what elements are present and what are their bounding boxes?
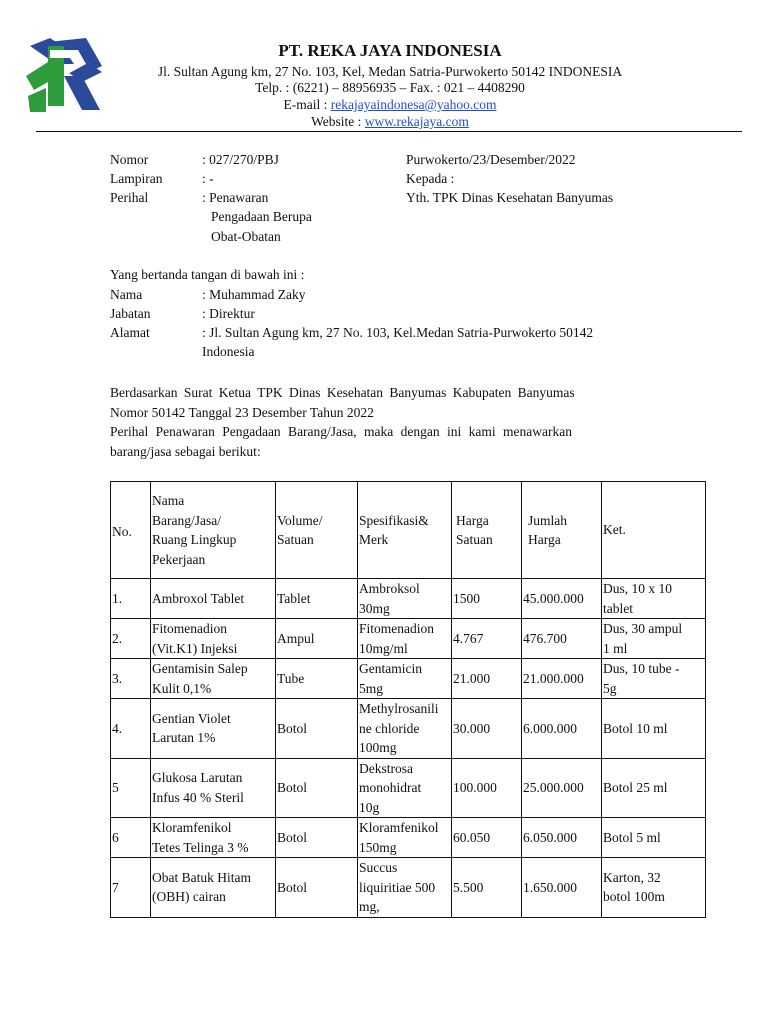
cell-ket: Botol 5 ml	[602, 818, 706, 858]
p2-line-2: barang/jasa sebagai berikut:	[110, 443, 261, 459]
cell-spesifikasi: Gentamicin 5mg	[358, 659, 452, 699]
email-link[interactable]: rekajayaindonesa@yahoo.com	[330, 97, 497, 112]
cell-ket: Botol 25 ml	[602, 758, 706, 818]
cell-nama: Obat Batuk Hitam (OBH) cairan	[151, 858, 276, 918]
cell-harga: 1500	[452, 579, 522, 619]
place-date: Purwokerto/23/Desember/2022	[406, 152, 576, 167]
lampiran-label: Lampiran	[110, 171, 163, 186]
cell-ket: Dus, 10 x 10 tablet	[602, 579, 706, 619]
cell-jumlah: 6.050.000	[522, 818, 602, 858]
cell-no: 5	[111, 758, 151, 818]
cell-volume: Botol	[276, 758, 358, 818]
cell-nama: Gentian Violet Larutan 1%	[151, 699, 276, 759]
cell-ket: Karton, 32 botol 100m	[602, 858, 706, 918]
website-link[interactable]: www.rekajaya.com	[364, 114, 469, 129]
table-row	[111, 818, 706, 858]
cell-volume: Tablet	[276, 579, 358, 619]
email-label: E-mail :	[283, 97, 331, 112]
alamat-value: : Jl. Sultan Agung km, 27 No. 103, Kel.Medan Satria-Purwokerto 50142	[202, 325, 594, 340]
col-header-ket: Ket.	[602, 482, 706, 579]
cell-spesifikasi: Dekstrosa monohidrat 10g	[358, 758, 452, 818]
col-header-nama: Nama Barang/Jasa/ Ruang Lingkup Pekerjaan	[151, 482, 276, 579]
cell-nama: Ambroxol Tablet	[151, 579, 276, 619]
body-paragraph-1	[110, 383, 658, 461]
table-row	[111, 619, 706, 659]
cell-nama: Glukosa Larutan Infus 40 % Steril	[151, 758, 276, 818]
nomor-value: : 027/270/PBJ	[202, 152, 279, 167]
header-divider	[36, 131, 742, 132]
nama-value: : Muhammad Zaky	[202, 287, 306, 302]
offer-table	[110, 481, 706, 918]
cell-harga: 100.000	[452, 758, 522, 818]
cell-spesifikasi: Kloramfenikol 150mg	[358, 818, 452, 858]
cell-volume: Ampul	[276, 619, 358, 659]
perihal-label: Perihal	[110, 190, 149, 205]
cell-nama: Fitomenadion (Vit.K1) Injeksi	[151, 619, 276, 659]
p1-line-1-text: Berdasarkan Surat Ketua TPK Dinas Kesehatan Banyumas Kabupaten Banyumas	[110, 385, 575, 400]
cell-volume: Botol	[276, 818, 358, 858]
jabatan-value: : Direktur	[202, 306, 255, 321]
table-row	[111, 758, 706, 818]
p1-line-1	[110, 383, 658, 403]
alamat-label: Alamat	[110, 325, 150, 340]
cell-no: 1.	[111, 579, 151, 619]
alamat-line-2: Indonesia	[202, 344, 255, 359]
company-website-line	[110, 114, 670, 130]
recipient: Yth. TPK Dinas Kesehatan Banyumas	[406, 190, 614, 205]
jabatan-label: Jabatan	[110, 306, 151, 321]
cell-no: 6	[111, 818, 151, 858]
company-email-line	[110, 97, 670, 113]
cell-volume: Botol	[276, 699, 358, 759]
cell-spesifikasi: Ambroksol 30mg	[358, 579, 452, 619]
cell-harga: 5.500	[452, 858, 522, 918]
cell-no: 2.	[111, 619, 151, 659]
cell-nama: Gentamisin Salep Kulit 0,1%	[151, 659, 276, 699]
website-label: Website :	[311, 114, 365, 129]
cell-spesifikasi: Succus liquiritiae 500 mg,	[358, 858, 452, 918]
cell-jumlah: 45.000.000	[522, 579, 602, 619]
cell-no: 7	[111, 858, 151, 918]
perihal-value: : Penawaran	[202, 190, 269, 205]
cell-no: 3.	[111, 659, 151, 699]
nomor-label: Nomor	[110, 152, 149, 167]
lampiran-value: : -	[202, 171, 214, 186]
col-header-spesifikasi: Spesifikasi& Merk	[358, 482, 452, 579]
cell-jumlah: 21.000.000	[522, 659, 602, 699]
cell-jumlah: 25.000.000	[522, 758, 602, 818]
table-row	[111, 699, 706, 759]
cell-harga: 4.767	[452, 619, 522, 659]
cell-harga: 30.000	[452, 699, 522, 759]
col-header-jumlah: Jumlah Harga	[522, 482, 602, 579]
table-row	[111, 858, 706, 918]
cell-harga: 60.050	[452, 818, 522, 858]
cell-nama: Kloramfenikol Tetes Telinga 3 %	[151, 818, 276, 858]
col-header-harga: Harga Satuan	[452, 482, 522, 579]
kepada-label: Kepada :	[406, 171, 455, 186]
cell-spesifikasi: Fitomenadion 10mg/ml	[358, 619, 452, 659]
cell-jumlah: 1.650.000	[522, 858, 602, 918]
company-logo-icon	[24, 36, 106, 114]
table-body	[111, 579, 706, 918]
perihal-line-2: Pengadaan Berupa	[211, 209, 312, 224]
company-address: Jl. Sultan Agung km, 27 No. 103, Kel, Medan Satria-Purwokerto 50142 INDONESIA	[157, 64, 623, 79]
cell-harga: 21.000	[452, 659, 522, 699]
table-header-row	[111, 482, 706, 579]
table-row	[111, 659, 706, 699]
cell-volume: Botol	[276, 858, 358, 918]
col-header-volume: Volume/ Satuan	[276, 482, 358, 579]
cell-volume: Tube	[276, 659, 358, 699]
cell-ket: Dus, 30 ampul 1 ml	[602, 619, 706, 659]
nama-label: Nama	[110, 287, 143, 302]
cell-spesifikasi: Methylrosanili ne chloride 100mg	[358, 699, 452, 759]
col-header-no: No.	[111, 482, 151, 579]
p2-line-1: Perihal Penawaran Pengadaan Barang/Jasa, maka dengan ini kami menawarkan	[110, 424, 572, 439]
company-phone-fax: Telp. : (6221) – 88956935 – Fax. : 021 – 4408290	[255, 80, 525, 95]
p1-line-2: Nomor 50142 Tanggal 23 Desember Tahun 2022	[110, 404, 374, 420]
cell-ket: Botol 10 ml	[602, 699, 706, 759]
cell-jumlah: 476.700	[522, 619, 602, 659]
perihal-line-3: Obat-Obatan	[211, 229, 281, 244]
cell-ket: Dus, 10 tube - 5g	[602, 659, 706, 699]
cell-jumlah: 6.000.000	[522, 699, 602, 759]
cell-no: 4.	[111, 699, 151, 759]
table-row	[111, 579, 706, 619]
company-name: PT. REKA JAYA INDONESIA	[278, 41, 502, 60]
signatory-intro: Yang bertanda tangan di bawah ini :	[110, 267, 305, 282]
